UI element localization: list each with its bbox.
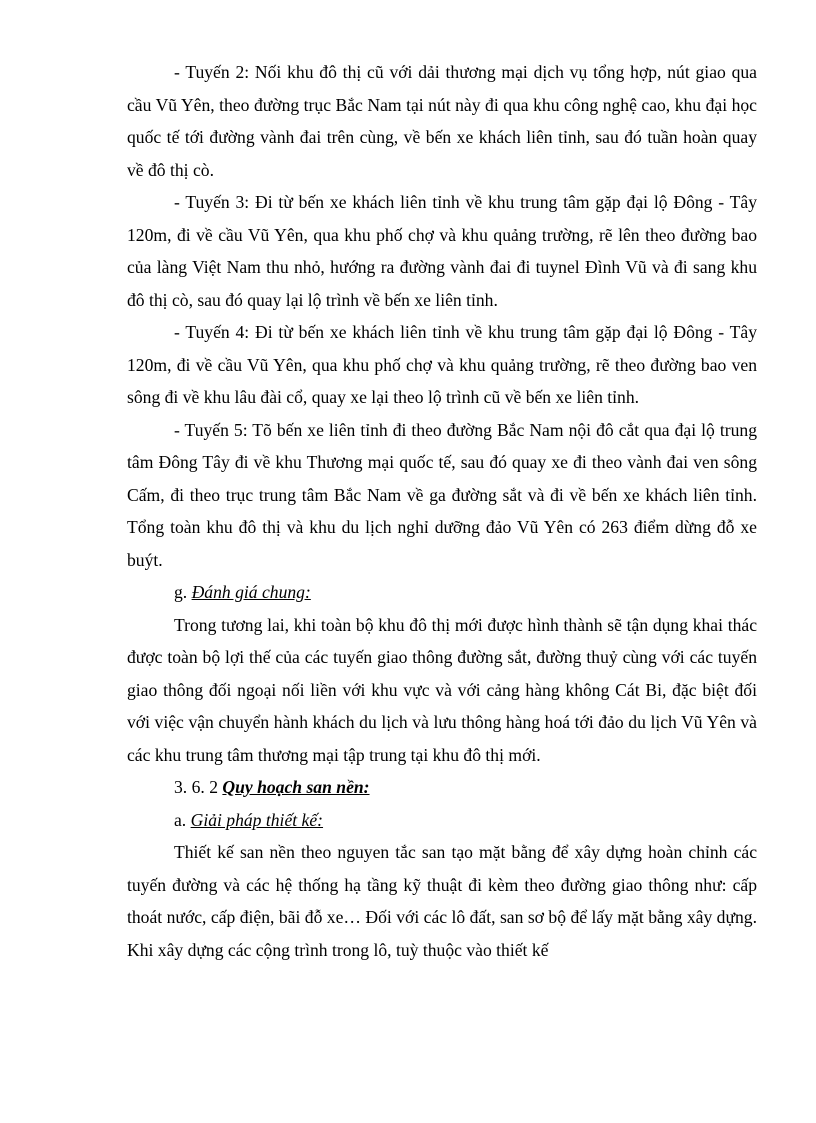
heading-quy-hoach-san-nen [127,771,757,804]
heading-giai-phap-thiet-ke [127,804,757,837]
paragraph-tuyen-4: - Tuyến 4: Đi từ bến xe khách liên tỉnh về khu trung tâm gặp đại lộ Đông - Tây 120m, đi về cầu Vũ Yên, qua khu phố chợ và khu quảng trường, rẽ theo đường bao ven sông đi về khu lâu đài cổ, quay xe lại theo lộ trình cũ về bến xe liên tỉnh. [127,322,757,407]
document-page [127,56,757,966]
paragraph-tuyen-3: - Tuyến 3: Đi từ bến xe khách liên tỉnh về khu trung tâm gặp đại lộ Đông - Tây 120m, đi về cầu Vũ Yên, qua khu phố chợ và khu quảng trường, rẽ lên theo đường bao của làng Việt Nam thu nhỏ, hướng ra đường vành đai đi tuynel Đình Vũ và đi sang khu đô thị cò, sau đó quay lại lộ trình về bến xe liên tỉnh. [127,192,757,310]
heading-362-title: Quy hoạch san nền: [222,777,370,797]
paragraph-danh-gia: Trong tương lai, khi toàn bộ khu đô thị mới được hình thành sẽ tận dụng khai thác được toàn bộ lợi thế của các tuyến giao thông đường sắt, đường thuỷ cùng với các tuyến giao thông đối ngoại nối liền với khu vực và với cảng hàng không Cát Bi, đặc biệt đối với việc vận chuyển hành khách du lịch và lưu thông hàng hoá tới đảo du lịch Vũ Yên và các khu trung tâm thương mại tập trung tại khu đô thị mới. [127,614,757,765]
heading-g-prefix: g. [174,582,192,602]
heading-danh-gia-chung [127,576,757,609]
heading-a-prefix: a. [174,809,191,830]
paragraph-thiet-ke: Thiết kế san nền theo nguyen tắc san tạo mặt bằng để xây dựng hoàn chỉnh các tuyến đường và các hệ thống hạ tầng kỹ thuật đi kèm theo đường giao thông như: cấp thoát nước, cấp điện, bãi đỗ xe… Đối với các lô đất, san sơ bộ để lấy mặt bằng xây dựng. Khi xây dựng các cộng trình trong lô, tuỳ thuộc vào thiết kế [127,842,757,960]
paragraph-tuyen-5: - Tuyến 5: Tõ bến xe liên tỉnh đi theo đường Bắc Nam nội đô cắt qua đại lộ trung tâm Đông Tây đi về khu Thương mại quốc tế, sau đó quay xe đi theo vành đai ven sông Cấm, đi theo trục trung tâm Bắc Nam về ga đường sắt và đi về bến xe khách liên tỉnh. Tổng toàn khu đô thị và khu du lịch nghỉ dưỡng đảo Vũ Yên có 263 điểm dừng đỗ xe buýt. [127,419,757,570]
heading-362-prefix: 3. 6. 2 [174,777,223,797]
heading-g-title: Đánh giá chung: [191,582,311,602]
heading-a-title: Giải pháp thiết kế: [190,809,324,830]
paragraph-tuyen-2: - Tuyến 2: Nối khu đô thị cũ với dải thương mại dịch vụ tổng hợp, nút giao qua cầu Vũ Yên, theo đường trục Bắc Nam tại nút này đi qua khu công nghệ cao, khu đại học quốc tế tới đường vành đai trên cùng, về bến xe khách liên tỉnh, sau đó tuần hoàn quay về đô thị cò. [127,62,757,180]
